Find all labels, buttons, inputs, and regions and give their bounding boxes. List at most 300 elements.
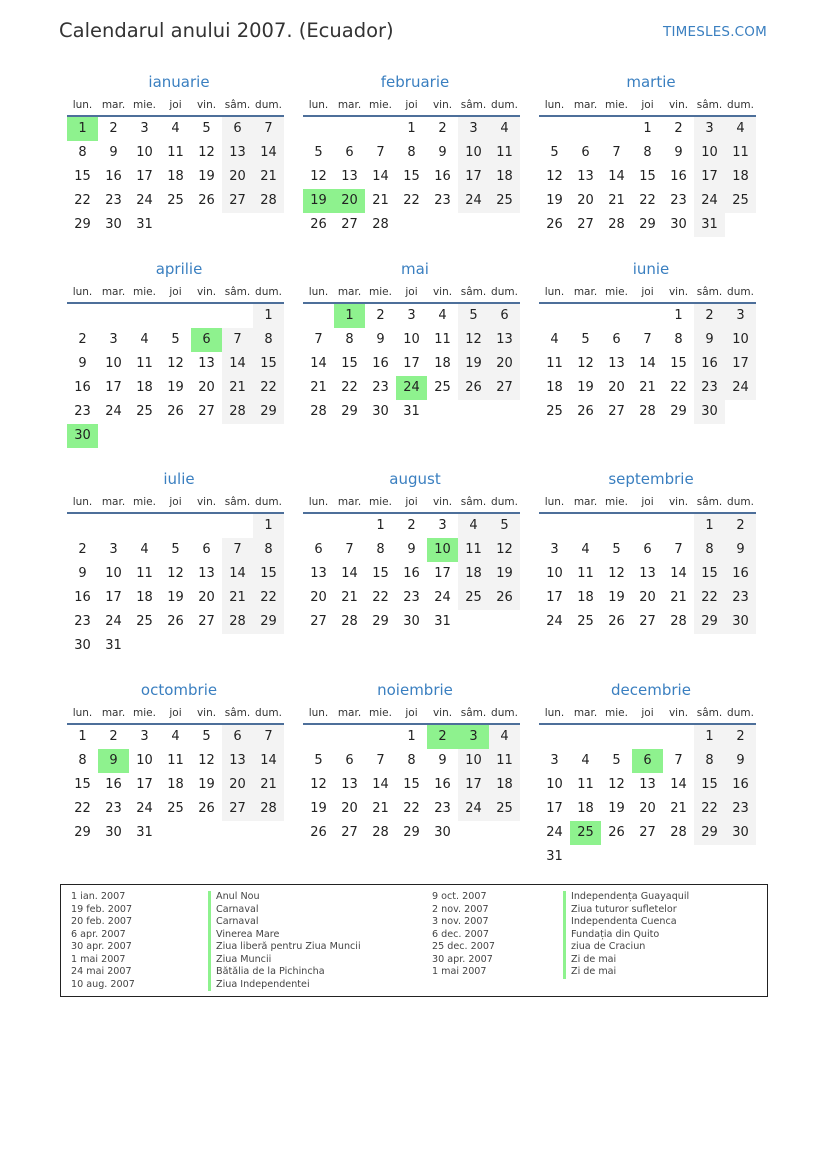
month-name: decembrie: [611, 681, 691, 699]
day-cell: 11: [458, 538, 489, 562]
weekday-header: lun.: [67, 705, 98, 725]
day-cell: 4: [489, 117, 520, 141]
weekday-header: mie.: [129, 97, 160, 117]
day-cell: 5: [171, 542, 180, 557]
empty-cell: [632, 514, 663, 538]
day-cell: 9: [78, 356, 87, 371]
weekday-header: mar.: [570, 705, 601, 725]
day-cell: 23: [434, 801, 451, 816]
day-cell: 16: [725, 562, 756, 586]
empty-cell: [601, 514, 632, 538]
day-cell: 22: [694, 586, 725, 610]
day-cell: 22: [403, 801, 420, 816]
day-cell: 11: [489, 749, 520, 773]
weekday-header: mie.: [365, 494, 396, 514]
day-cell: 26: [546, 217, 563, 232]
day-cell: 12: [198, 753, 215, 768]
day-cell: 11: [167, 145, 184, 160]
day-cell: 31: [546, 849, 563, 864]
weekday-header: dum.: [725, 705, 756, 725]
day-cell: 10: [403, 332, 420, 347]
month-days-grid: [303, 284, 527, 424]
day-cell: 17: [725, 352, 756, 376]
day-cell: 20: [341, 801, 358, 816]
empty-cell: [632, 725, 663, 749]
month-noiembrie: [303, 679, 527, 845]
day-cell: 21: [253, 165, 284, 189]
empty-cell: [191, 304, 222, 328]
day-cell: 10: [105, 356, 122, 371]
day-cell: 2: [109, 121, 118, 136]
day-cell: 30: [434, 825, 451, 840]
month-name: august: [389, 470, 441, 488]
month-ianuarie: [67, 71, 291, 237]
weekday-header: joi: [396, 494, 427, 514]
month-days-grid: [539, 705, 763, 869]
legend-holiday-name: Anul Nou: [208, 891, 361, 904]
day-cell: 29: [74, 217, 91, 232]
weekday-header: dum.: [489, 284, 520, 304]
empty-cell: [334, 117, 365, 141]
legend-date: 24 mai 2007: [71, 966, 132, 977]
day-cell: 5: [489, 514, 520, 538]
day-cell: 28: [608, 217, 625, 232]
day-cell: 8: [407, 145, 416, 160]
day-cell: 6: [222, 117, 253, 141]
day-cell: 5: [550, 145, 559, 160]
day-cell: 24: [546, 825, 563, 840]
day-cell: 14: [639, 356, 656, 371]
day-cell: 20: [198, 590, 215, 605]
day-cell: 6: [345, 145, 354, 160]
day-cell: 21: [341, 590, 358, 605]
day-cell: 8: [376, 542, 385, 557]
month-name: martie: [626, 73, 676, 91]
day-cell: 2: [725, 725, 756, 749]
empty-cell: [570, 304, 601, 328]
day-cell: 23: [403, 590, 420, 605]
day-cell: 20: [222, 165, 253, 189]
legend-holiday-name: Zi de mai: [563, 954, 689, 967]
day-cell: 22: [341, 380, 358, 395]
day-cell: 7: [314, 332, 323, 347]
month-name: septembrie: [608, 470, 694, 488]
day-cell: 4: [458, 514, 489, 538]
day-cell: 1: [78, 729, 87, 744]
day-cell: 7: [674, 542, 683, 557]
day-cell: 12: [198, 145, 215, 160]
day-cell: 7: [253, 117, 284, 141]
day-cell: 17: [434, 566, 451, 581]
day-cell: 22: [74, 193, 91, 208]
day-cell: 21: [670, 801, 687, 816]
weekday-header: mie.: [601, 97, 632, 117]
legend-date: 6 dec. 2007: [432, 928, 489, 940]
day-cell: 28: [222, 610, 253, 634]
day-cell: 28: [372, 825, 389, 840]
legend-holiday-name: Ziua Independentei: [208, 979, 361, 992]
weekday-header: mar.: [98, 284, 129, 304]
month-decembrie: [539, 679, 763, 869]
holiday-day-cell: 24: [396, 376, 427, 400]
day-cell: 20: [489, 352, 520, 376]
day-cell: 28: [222, 400, 253, 424]
day-cell: 2: [109, 729, 118, 744]
empty-cell: [539, 117, 570, 141]
weekday-header: joi: [396, 705, 427, 725]
day-cell: 2: [78, 332, 87, 347]
weekday-header: mie.: [365, 284, 396, 304]
day-cell: 18: [136, 380, 153, 395]
day-cell: 30: [105, 217, 122, 232]
weekday-header: mar.: [334, 284, 365, 304]
day-cell: 5: [314, 753, 323, 768]
day-cell: 24: [694, 189, 725, 213]
empty-cell: [98, 514, 129, 538]
weekday-header: joi: [632, 705, 663, 725]
month-days-grid: [303, 705, 527, 845]
day-cell: 9: [78, 566, 87, 581]
day-cell: 23: [105, 801, 122, 816]
day-cell: 31: [136, 825, 153, 840]
weekday-header: mie.: [601, 284, 632, 304]
day-cell: 16: [694, 352, 725, 376]
day-cell: 27: [608, 404, 625, 419]
weekday-header: vin.: [427, 97, 458, 117]
day-cell: 24: [458, 189, 489, 213]
day-cell: 15: [694, 562, 725, 586]
month-iunie: [539, 258, 763, 424]
day-cell: 1: [376, 518, 385, 533]
day-cell: 25: [458, 586, 489, 610]
day-cell: 6: [314, 542, 323, 557]
weekday-header: dum.: [253, 284, 284, 304]
day-cell: 6: [222, 725, 253, 749]
weekday-header: lun.: [303, 284, 334, 304]
day-cell: 10: [136, 753, 153, 768]
day-cell: 27: [341, 825, 358, 840]
day-cell: 19: [167, 590, 184, 605]
legend-date: 1 mai 2007: [432, 966, 487, 977]
day-cell: 16: [670, 169, 687, 184]
day-cell: 28: [670, 614, 687, 629]
holiday-day-cell: 3: [458, 725, 489, 749]
day-cell: 18: [489, 773, 520, 797]
day-cell: 30: [74, 638, 91, 653]
day-cell: 30: [105, 825, 122, 840]
day-cell: 24: [136, 801, 153, 816]
day-cell: 26: [198, 801, 215, 816]
day-cell: 3: [407, 308, 416, 323]
legend-date: 20 feb. 2007: [71, 916, 133, 927]
weekday-header: mar.: [570, 494, 601, 514]
empty-cell: [303, 117, 334, 141]
day-cell: 17: [546, 590, 563, 605]
day-cell: 12: [608, 566, 625, 581]
day-cell: 29: [253, 610, 284, 634]
day-cell: 14: [310, 356, 327, 371]
day-cell: 11: [136, 356, 153, 371]
holiday-day-cell: 10: [427, 538, 458, 562]
day-cell: 11: [434, 332, 451, 347]
legend-names-right: [563, 891, 689, 979]
day-cell: 14: [372, 777, 389, 792]
day-cell: 4: [581, 542, 590, 557]
day-cell: 13: [222, 141, 253, 165]
month-august: [303, 468, 527, 634]
day-cell: 26: [608, 825, 625, 840]
day-cell: 9: [674, 145, 683, 160]
day-cell: 12: [458, 328, 489, 352]
day-cell: 13: [310, 566, 327, 581]
day-cell: 23: [74, 404, 91, 419]
day-cell: 30: [670, 217, 687, 232]
month-name: mai: [401, 260, 429, 278]
weekday-header: mie.: [601, 705, 632, 725]
day-cell: 16: [725, 773, 756, 797]
day-cell: 21: [608, 193, 625, 208]
day-cell: 14: [253, 749, 284, 773]
weekday-header: sâm.: [222, 97, 253, 117]
day-cell: 15: [74, 169, 91, 184]
day-cell: 19: [489, 562, 520, 586]
holiday-day-cell: 1: [67, 117, 98, 141]
day-cell: 17: [105, 380, 122, 395]
day-cell: 4: [171, 121, 180, 136]
day-cell: 6: [489, 304, 520, 328]
weekday-header: lun.: [67, 284, 98, 304]
day-cell: 15: [670, 356, 687, 371]
weekday-header: mar.: [98, 494, 129, 514]
weekday-header: joi: [160, 705, 191, 725]
day-cell: 15: [639, 169, 656, 184]
month-days-grid: [67, 284, 291, 448]
day-cell: 9: [376, 332, 385, 347]
weekday-header: sâm.: [458, 284, 489, 304]
day-cell: 6: [643, 542, 652, 557]
day-cell: 27: [222, 189, 253, 213]
month-days-grid: [539, 284, 763, 424]
legend-date: 1 mai 2007: [71, 953, 126, 965]
day-cell: 29: [694, 610, 725, 634]
day-cell: 26: [310, 825, 327, 840]
day-cell: 4: [140, 332, 149, 347]
weekday-header: mar.: [334, 97, 365, 117]
month-days-grid: [303, 494, 527, 634]
legend-date: 2 nov. 2007: [432, 903, 489, 915]
month-octombrie: [67, 679, 291, 845]
weekday-header: mar.: [98, 97, 129, 117]
day-cell: 31: [434, 614, 451, 629]
day-cell: 20: [639, 590, 656, 605]
day-cell: 1: [407, 729, 416, 744]
day-cell: 7: [345, 542, 354, 557]
weekday-header: lun.: [303, 97, 334, 117]
holiday-day-cell: 19: [303, 189, 334, 213]
day-cell: 29: [253, 400, 284, 424]
day-cell: 18: [725, 165, 756, 189]
empty-cell: [160, 304, 191, 328]
day-cell: 2: [376, 308, 385, 323]
weekday-header: lun.: [539, 705, 570, 725]
day-cell: 19: [577, 380, 594, 395]
day-cell: 21: [222, 586, 253, 610]
month-days-grid: [539, 494, 763, 634]
day-cell: 18: [489, 165, 520, 189]
weekday-header: mie.: [129, 705, 160, 725]
empty-cell: [303, 725, 334, 749]
weekday-header: sâm.: [694, 284, 725, 304]
holiday-day-cell: 6: [632, 749, 663, 773]
weekday-header: sâm.: [222, 494, 253, 514]
day-cell: 9: [725, 749, 756, 773]
day-cell: 23: [725, 586, 756, 610]
day-cell: 30: [725, 821, 756, 845]
day-cell: 4: [438, 308, 447, 323]
empty-cell: [601, 304, 632, 328]
day-cell: 12: [167, 356, 184, 371]
weekday-header: mie.: [365, 97, 396, 117]
day-cell: 21: [639, 380, 656, 395]
legend-date: 6 apr. 2007: [71, 928, 126, 940]
weekday-header: mar.: [334, 494, 365, 514]
day-cell: 13: [198, 566, 215, 581]
day-cell: 12: [489, 538, 520, 562]
day-cell: 27: [341, 217, 358, 232]
empty-cell: [632, 304, 663, 328]
weekday-header: lun.: [303, 705, 334, 725]
day-cell: 5: [458, 304, 489, 328]
day-cell: 7: [612, 145, 621, 160]
day-cell: 18: [546, 380, 563, 395]
day-cell: 31: [105, 638, 122, 653]
legend-holiday-name: Carnaval: [208, 904, 361, 917]
day-cell: 9: [109, 145, 118, 160]
day-cell: 25: [136, 404, 153, 419]
legend-date: 30 apr. 2007: [71, 941, 132, 952]
day-cell: 2: [725, 514, 756, 538]
empty-cell: [334, 514, 365, 538]
legend-date: 10 aug. 2007: [71, 978, 135, 990]
month-name: iunie: [632, 260, 670, 278]
day-cell: 29: [74, 825, 91, 840]
day-cell: 15: [341, 356, 358, 371]
day-cell: 15: [694, 773, 725, 797]
day-cell: 3: [140, 121, 149, 136]
day-cell: 7: [222, 538, 253, 562]
day-cell: 5: [612, 542, 621, 557]
day-cell: 17: [136, 169, 153, 184]
weekday-header: dum.: [489, 494, 520, 514]
day-cell: 12: [167, 566, 184, 581]
day-cell: 10: [458, 749, 489, 773]
day-cell: 4: [581, 753, 590, 768]
day-cell: 23: [74, 614, 91, 629]
day-cell: 4: [550, 332, 559, 347]
month-name: iulie: [163, 470, 195, 488]
weekday-header: sâm.: [458, 494, 489, 514]
day-cell: 3: [725, 304, 756, 328]
day-cell: 24: [458, 797, 489, 821]
day-cell: 12: [608, 777, 625, 792]
day-cell: 28: [253, 189, 284, 213]
day-cell: 22: [253, 586, 284, 610]
day-cell: 10: [458, 141, 489, 165]
empty-cell: [663, 514, 694, 538]
weekday-header: mie.: [601, 494, 632, 514]
day-cell: 16: [105, 777, 122, 792]
day-cell: 27: [198, 614, 215, 629]
empty-cell: [365, 725, 396, 749]
day-cell: 27: [639, 825, 656, 840]
day-cell: 16: [434, 777, 451, 792]
day-cell: 9: [438, 145, 447, 160]
day-cell: 8: [643, 145, 652, 160]
weekday-header: sâm.: [222, 705, 253, 725]
empty-cell: [67, 304, 98, 328]
holiday-day-cell: 9: [98, 749, 129, 773]
day-cell: 7: [376, 753, 385, 768]
day-cell: 21: [670, 590, 687, 605]
day-cell: 26: [608, 614, 625, 629]
empty-cell: [663, 725, 694, 749]
weekday-header: joi: [632, 97, 663, 117]
day-cell: 22: [694, 797, 725, 821]
brand-link[interactable]: TIMESLES.COM: [663, 24, 767, 40]
weekday-header: dum.: [489, 705, 520, 725]
day-cell: 16: [372, 356, 389, 371]
day-cell: 27: [222, 797, 253, 821]
day-cell: 22: [253, 376, 284, 400]
day-cell: 4: [140, 542, 149, 557]
day-cell: 17: [105, 590, 122, 605]
day-cell: 27: [489, 376, 520, 400]
weekday-header: joi: [632, 284, 663, 304]
month-name: aprilie: [155, 260, 203, 278]
day-cell: 16: [434, 169, 451, 184]
weekday-header: dum.: [725, 494, 756, 514]
legend-holiday-name: Bătălia de la Pichincha: [208, 966, 361, 979]
day-cell: 17: [458, 165, 489, 189]
weekday-header: vin.: [191, 494, 222, 514]
day-cell: 14: [222, 352, 253, 376]
day-cell: 16: [105, 169, 122, 184]
weekday-header: sâm.: [694, 494, 725, 514]
day-cell: 25: [546, 404, 563, 419]
day-cell: 5: [202, 121, 211, 136]
day-cell: 15: [372, 566, 389, 581]
weekday-header: mie.: [129, 494, 160, 514]
day-cell: 16: [74, 590, 91, 605]
day-cell: 10: [694, 141, 725, 165]
day-cell: 15: [403, 777, 420, 792]
day-cell: 19: [167, 380, 184, 395]
day-cell: 8: [78, 753, 87, 768]
day-cell: 9: [407, 542, 416, 557]
weekday-header: dum.: [725, 97, 756, 117]
day-cell: 11: [546, 356, 563, 371]
day-cell: 18: [136, 590, 153, 605]
day-cell: 26: [489, 586, 520, 610]
weekday-header: sâm.: [458, 705, 489, 725]
day-cell: 15: [403, 169, 420, 184]
day-cell: 17: [136, 777, 153, 792]
day-cell: 12: [577, 356, 594, 371]
day-cell: 5: [581, 332, 590, 347]
day-cell: 30: [725, 610, 756, 634]
weekday-header: vin.: [191, 705, 222, 725]
holiday-day-cell: 20: [334, 189, 365, 213]
